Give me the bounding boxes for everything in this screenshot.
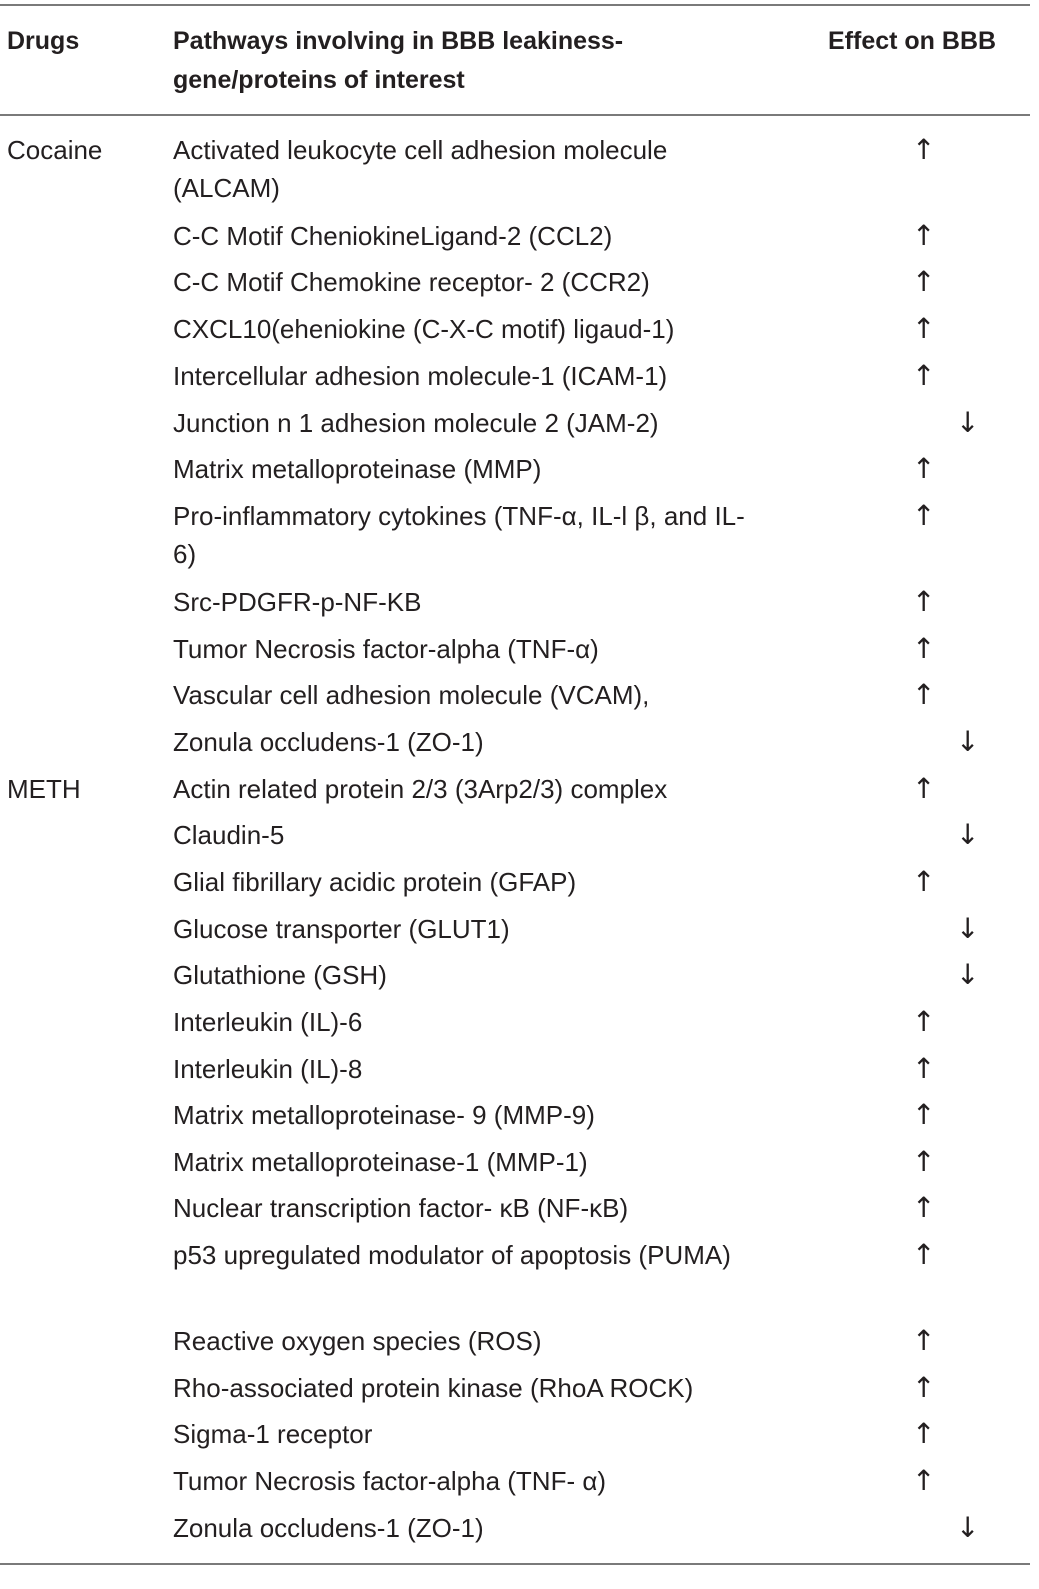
- arrow-up-icon: ↑: [912, 1052, 936, 1085]
- pathway-cell: Matrix metalloproteinase-1 (MMP-1): [173, 1147, 588, 1177]
- arrow-up-icon: ↑: [912, 1464, 936, 1497]
- pathway-cell: Intercellular adhesion molecule-1 (ICAM-1): [173, 361, 668, 391]
- column-header-drugs: Drugs: [7, 27, 80, 55]
- column-header-pathways: Pathways involving in BBB leakiness-gene/proteins of interest: [173, 27, 624, 94]
- pathway-cell: Vascular cell adhesion molecule (VCAM),: [173, 680, 650, 710]
- arrow-up-icon: ↑: [912, 1238, 936, 1271]
- arrow-up-icon: ↑: [912, 312, 936, 345]
- pathway-cell: Junction n 1 adhesion molecule 2 (JAM-2): [173, 408, 659, 438]
- drug-cell: METH: [7, 774, 81, 804]
- pathway-cell: Glucose transporter (GLUT1): [173, 914, 510, 944]
- pathway-cell: Matrix metalloproteinase (MMP): [173, 454, 542, 484]
- table-top-rule: [0, 4, 1030, 6]
- arrow-down-icon: ↓: [956, 818, 980, 851]
- pathway-cell: Activated leukocyte cell adhesion molecule (ALCAM): [173, 135, 668, 203]
- pathway-cell: Zonula occludens-1 (ZO-1): [173, 1513, 484, 1543]
- pathway-cell: p53 upregulated modulator of apoptosis (PUMA): [173, 1240, 731, 1270]
- arrow-up-icon: ↑: [912, 1145, 936, 1178]
- arrow-up-icon: ↑: [912, 1371, 936, 1404]
- arrow-up-icon: ↑: [912, 1191, 936, 1224]
- arrow-up-icon: ↑: [912, 499, 936, 532]
- pathway-cell: C-C Motif Chemokine receptor- 2 (CCR2): [173, 267, 650, 297]
- pathway-cell: Actin related protein 2/3 (3Arp2/3) complex: [173, 774, 668, 804]
- arrow-up-icon: ↑: [912, 133, 936, 166]
- arrow-up-icon: ↑: [912, 772, 936, 805]
- arrow-down-icon: ↓: [956, 1511, 980, 1544]
- pathway-cell: Sigma-1 receptor: [173, 1419, 373, 1449]
- pathway-cell: Matrix metalloproteinase- 9 (MMP-9): [173, 1100, 595, 1130]
- arrow-up-icon: ↑: [912, 1098, 936, 1131]
- arrow-down-icon: ↓: [956, 958, 980, 991]
- arrow-up-icon: ↑: [912, 678, 936, 711]
- drug-cell: Cocaine: [7, 135, 103, 165]
- pathway-cell: Glutathione (GSH): [173, 960, 387, 990]
- arrow-up-icon: ↑: [912, 359, 936, 392]
- arrow-down-icon: ↓: [956, 725, 980, 758]
- arrow-up-icon: ↑: [912, 632, 936, 665]
- pathway-cell: Nuclear transcription factor- κB (NF-κB): [173, 1193, 629, 1223]
- pathway-cell: C-C Motif CheniokineLigand-2 (CCL2): [173, 221, 613, 251]
- pathway-cell: Reactive oxygen species (ROS): [173, 1326, 542, 1356]
- arrow-up-icon: ↑: [912, 1324, 936, 1357]
- pathway-cell: Src-PDGFR-p-NF-KB: [173, 587, 422, 617]
- pathway-cell: CXCL10(eheniokine (C-X-C motif) ligaud-1): [173, 314, 675, 344]
- column-header-effect: Effect on BBB: [828, 27, 997, 55]
- pathway-cell: Interleukin (IL)-6: [173, 1007, 363, 1037]
- arrow-down-icon: ↓: [956, 406, 980, 439]
- arrow-up-icon: ↑: [912, 1417, 936, 1450]
- pathway-cell: Pro-inflammatory cytokines (TNF-α, IL-l β, and IL-6): [173, 501, 745, 569]
- pathway-cell: Zonula occludens-1 (ZO-1): [173, 727, 484, 757]
- arrow-down-icon: ↓: [956, 912, 980, 945]
- pathway-cell: Interleukin (IL)-8: [173, 1054, 363, 1084]
- table-bottom-rule: [0, 1563, 1030, 1565]
- pathway-cell: Tumor Necrosis factor-alpha (TNF- α): [173, 1466, 607, 1496]
- arrow-up-icon: ↑: [912, 219, 936, 252]
- arrow-up-icon: ↑: [912, 1005, 936, 1038]
- pathway-cell: Claudin-5: [173, 820, 285, 850]
- pathway-cell: Glial fibrillary acidic protein (GFAP): [173, 867, 577, 897]
- arrow-up-icon: ↑: [912, 585, 936, 618]
- arrow-up-icon: ↑: [912, 265, 936, 298]
- pathway-cell: Rho-associated protein kinase (RhoA ROCK): [173, 1373, 694, 1403]
- pathway-cell: Tumor Necrosis factor-alpha (TNF-α): [173, 634, 599, 664]
- arrow-up-icon: ↑: [912, 452, 936, 485]
- table-header-rule: [0, 114, 1030, 116]
- arrow-up-icon: ↑: [912, 865, 936, 898]
